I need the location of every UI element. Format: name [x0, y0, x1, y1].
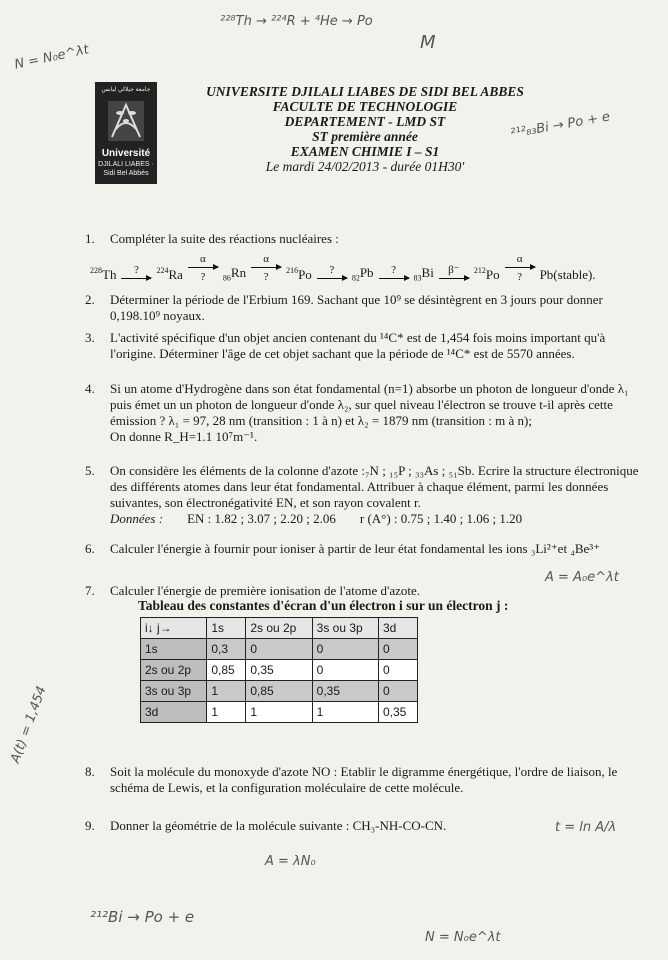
table-row [141, 639, 418, 660]
isotope-ra: $^{224}$Ra [156, 266, 183, 282]
question-text: L'activité spécifique d'un objet ancien contenant du ¹⁴C* est de 1,454 fois moins important qu'à l'origine. Déterminer l'âge de cet objet sachant que la période de ¹⁴C* est de 5570 années. [110, 330, 606, 361]
question-text: Donner la géométrie de la molécule suivante : CH₃-NH-CO-CN. [110, 818, 447, 833]
question-text: Soit la molécule du monoxyde d'azote NO : Etablir le digramme énergétique, l'ordre de liaison, le schéma de Lewis, et la configuration moléculaire de cette molécule. [110, 764, 618, 795]
question-number: 8. [85, 764, 95, 779]
nuclear-reaction-chain [90, 254, 650, 283]
table-cell: 0,35 [378, 702, 417, 723]
isotope-pb-stable: Pb(stable). [539, 267, 596, 282]
table-cell: 0,85 [246, 681, 312, 702]
question-4 [85, 381, 650, 445]
handwritten-note: A(t) = 1,454 [8, 684, 50, 766]
question-7 [85, 583, 650, 599]
question-2 [85, 292, 650, 324]
handwritten-note: M [420, 32, 436, 53]
table-cell: 0,35 [312, 681, 378, 702]
header-faculty: FACULTE DE TECHNOLOGIE [272, 99, 458, 114]
table-row [141, 681, 418, 702]
table-corner: i↓ j→ [141, 618, 207, 639]
logo-arabic-text: جامعة جيلالي ليابس [101, 87, 151, 93]
question-extra: On donne R_H=1.1 10⁷m⁻¹. [110, 429, 258, 444]
isotope-pb: $_{82}$Pb [351, 265, 374, 283]
reaction-arrow: α ? [504, 254, 536, 283]
table-title: Tableau des constantes d'écran d'un électron i sur un électron j : [138, 598, 509, 613]
question-8 [85, 764, 650, 796]
handwritten-note: ²²⁸Th → ²²⁴R + ⁴He → Po [220, 14, 373, 29]
question-number: 5. [85, 463, 95, 478]
donnees-label: Données : [110, 511, 164, 526]
logo-label: Université [101, 148, 151, 159]
table-row [141, 660, 418, 681]
olive-branch-icon [106, 99, 146, 143]
table-cell: 0 [246, 639, 312, 660]
header-university: UNIVERSITE DJILALI LIABES DE SIDI BEL ABBES [206, 84, 524, 99]
handwritten-note: N = N₀e^λt [13, 42, 91, 73]
table-cell: 1 [246, 702, 312, 723]
electronegativity-values: EN : 1.82 ; 3.07 ; 2.20 ; 2.06 [187, 511, 336, 526]
table-row [141, 702, 418, 723]
exam-header [180, 84, 550, 174]
question-number: 9. [85, 818, 95, 833]
logo-sub: DJILALI LIABES · Sidi Bel Abbès [98, 161, 154, 177]
question-number: 6. [85, 541, 95, 556]
table-col-header: 2s ou 2p [246, 618, 312, 639]
table-col-header: 3d [378, 618, 417, 639]
table-cell: 0,85 [207, 660, 246, 681]
question-text: Compléter la suite des réactions nucléaires : [110, 231, 339, 246]
handwritten-note: N = N₀e^λt [425, 930, 501, 945]
table-cell: 1 [207, 702, 246, 723]
question-5 [85, 463, 650, 527]
question-number: 3. [85, 330, 95, 345]
table-col-header: 1s [207, 618, 246, 639]
radius-values: r (A°) : 0.75 ; 1.40 ; 1.06 ; 1.20 [359, 511, 523, 526]
table-cell: 0,3 [207, 639, 246, 660]
table-col-header: 3s ou 3p [312, 618, 378, 639]
isotope-po-212: $^{212}$Po [473, 266, 500, 282]
isotope-th: $^{228}$Th [90, 266, 117, 282]
reaction-arrow: β⁻ [438, 265, 470, 283]
header-department: DEPARTEMENT - LMD ST [284, 114, 446, 129]
table-row-header: 3s ou 3p [141, 681, 207, 702]
handwritten-note: ²¹²₈₃Bi → Po + e [509, 109, 612, 142]
screening-constants-table [140, 617, 418, 723]
question-text: On considère les éléments de la colonne d'azote :₇N ; ₁₅P ; ₃₃As ; ₅₁Sb. Ecrire la structure électronique des différents atomes dans leur état fondamental. Attribuer à chaque élément, parmi les données suivantes, son électronégativité EN, et son rayon covalent r. [110, 463, 639, 510]
header-date: Le mardi 24/02/2013 - durée 01H30' [265, 159, 465, 174]
reaction-arrow: α ? [187, 254, 219, 283]
question-3 [85, 330, 650, 362]
question-text: Calculer l'énergie de première ionisation de l'atome d'azote. [110, 583, 420, 598]
handwritten-note: A = A₀e^λt [545, 570, 619, 585]
header-year: ST première année [312, 129, 418, 144]
handwritten-note: A = λN₀ [265, 854, 316, 869]
table-cell: 0 [312, 660, 378, 681]
table-cell: 0 [378, 660, 417, 681]
question-number: 4. [85, 381, 95, 396]
table-header-row [141, 618, 418, 639]
table-cell: 1 [312, 702, 378, 723]
table-row-header: 2s ou 2p [141, 660, 207, 681]
reaction-arrow: ? [316, 265, 348, 283]
table-cell: 0 [378, 639, 417, 660]
question-data-row [110, 511, 650, 527]
table-row-header: 3d [141, 702, 207, 723]
table-cell: 0,35 [246, 660, 312, 681]
header-exam-title: EXAMEN CHIMIE I – S1 [290, 144, 440, 159]
table-cell: 0 [378, 681, 417, 702]
reaction-arrow: α ? [250, 254, 282, 283]
question-text: Si un atome d'Hydrogène dans son état fondamental (n=1) absorbe un photon de longueur d'onde λ₁ puis émet un un photon de longueur d'onde λ₂, sur quel niveau l'électron se trouve t-il après cette émission ? λ₁ = 97, 28 nm (transition : 1 à n) et λ₂ = 1879 nm (transition : m à n); [110, 381, 629, 428]
table-cell: 0 [312, 639, 378, 660]
handwritten-note: ²¹²Bi → Po + e [90, 908, 195, 926]
question-text: Calculer l'énergie à fournir pour ioniser à partir de leur état fondamental les ions ₃Li²⁺et ₄Be³⁺ [110, 541, 601, 556]
isotope-rn: $_{86}$Rn [222, 265, 247, 283]
university-logo [95, 82, 157, 184]
question-text: Déterminer la période de l'Erbium 169. Sachant que 10⁹ se désintègrent en 3 jours pour donner 0,198.10⁹ noyaux. [110, 292, 603, 323]
question-number: 7. [85, 583, 95, 598]
handwritten-note: t = ln A/λ [555, 820, 617, 835]
reaction-arrow: ? [378, 265, 410, 283]
table-cell: 1 [207, 681, 246, 702]
reaction-arrow: ? [120, 265, 152, 283]
question-number: 1. [85, 231, 95, 246]
isotope-po-216: $^{216}$Po [286, 266, 312, 282]
table-row-header: 1s [141, 639, 207, 660]
question-6 [85, 541, 650, 557]
question-number: 2. [85, 292, 95, 307]
isotope-bi: $_{83}$Bi [413, 265, 434, 283]
question-1 [85, 231, 650, 247]
